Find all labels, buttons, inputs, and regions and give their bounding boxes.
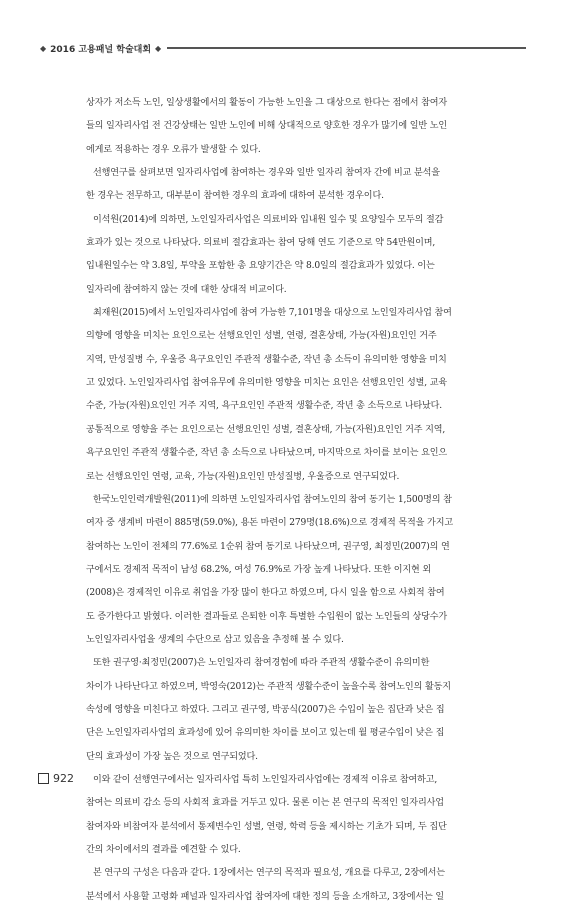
diamond-right-icon: ◆ [155,43,162,53]
text-line: 참여는 의료비 감소 등의 사회적 효과를 거두고 있다. 물론 이는 본 연구의 목적인 일자리사업 [86,798,444,809]
text-line: 지역, 만성질병 수, 우울증 욕구요인인 주관적 생활수준, 작년 총 소득이 유의미한 영향을 미치 [86,354,447,365]
text-line: 에게로 적용하는 경우 오류가 발생할 수 있다. [86,144,261,155]
conference-title: 2016 고용패널 학술대회 [50,44,152,55]
text-line: 수준, 가능(자원)요인인 거주 지역, 욕구요인인 주관적 생활수준, 작년 총 소득으로 나타났다. [86,401,443,412]
text-line: 여자 중 생계비 마련이 885명(59.0%), 용돈 마련이 279명(18.6%)으로 경제적 목적을 가지고 [86,518,453,529]
running-header [40,40,526,56]
text-line: 일자리에 참여하지 않는 것에 대한 상대적 비교이다. [86,284,287,295]
page-number: 922 [53,772,74,785]
text-line: 이석원(2014)에 의하면, 노인일자리사업은 의료비와 입내원 일수 및 요양일수 모두의 절감 [93,214,444,225]
text-line: 참여자와 비참여자 분석에서 통제변수인 성별, 연령, 학력 등을 제시하는 기초가 되며, 두 집단 [86,821,447,832]
text-line: 의향에 영향을 미치는 요인으로는 선행요인인 성별, 연령, 결혼상태, 가능(자원)요인인 거주 [86,331,437,342]
text-line: 구에서도 경제적 목적이 남성 68.2%, 여성 76.9%로 가장 높게 나타났다. 또한 이지현 외 [86,564,432,575]
text-line: 본 연구의 구성은 다음과 같다. 1장에서는 연구의 목적과 필요성, 개요를 다루고, 2장에서는 [93,868,445,879]
text-line: (2008)은 경제적인 이유로 취업을 가장 많이 한다고 하였으며, 다시 일을 함으로 사회적 참여 [86,588,445,599]
text-line: 차이가 나타난다고 하였으며, 박영숙(2012)는 주관적 생활수준이 높을수록 참여노인의 활동지 [86,681,451,692]
text-line: 또한 권구영·최정민(2007)은 노인일자리 참여경험에 따라 주관적 생활수준이 유의미한 [93,658,430,669]
text-line: 최재원(2015)에서 노인일자리사업에 참여 가능한 7,101명을 대상으로 노인일자리사업 참여 [93,308,452,319]
body-text [86,92,516,909]
text-line: 참여하는 노인이 전체의 77.6%로 1순위 참여 동기로 나타났으며, 권구영, 최정민(2007)의 연 [86,541,450,552]
text-line: 공통적으로 영향을 주는 요인으로는 선행요인인 성별, 결혼상태, 가능(자원)요인인 거주 지역, [86,424,446,435]
text-line: 속성에 영향을 미친다고 하였다. 그리고 권구영, 박공식(2007)은 수입이 높은 집단과 낮은 집 [86,704,445,715]
text-line: 들의 일자리사업 전 건강상태는 일반 노인에 비해 상대적으로 양호한 경우가 많기에 일반 노인 [86,121,448,132]
text-line: 노인일자리사업을 생계의 수단으로 삼고 있음을 추정해 볼 수 있다. [86,634,344,645]
text-line: 한국노인인력개발원(2011)에 의하면 노인일자리사업 참여노인의 참여 동기는 1,500명의 참 [93,494,452,505]
text-line: 간의 차이에서의 결과를 예견할 수 있다. [86,845,241,855]
text-line: 한 경우는 전무하고, 대부분이 참여한 경우의 효과에 대하여 분석한 경우이다. [86,191,384,202]
header-rule [167,47,526,49]
text-line: 상자가 저소득 노인, 일상생활에서의 활동이 가능한 노인을 그 대상으로 한다는 점에서 참여자 [86,98,448,108]
text-line: 욕구요인인 주관적 생활수준, 작년 총 소득으로 나타났으며, 마지막으로 차이를 보이는 요인으 [86,448,448,459]
text-line: 이와 같이 선행연구에서는 일자리사업 특히 노인일자리사업에는 경제적 이유로 참여하고, [93,774,438,785]
text-line: 단은 노인일자리사업의 효과성에 있어 유의미한 차이를 보이고 있는데 월 평균수입이 낮은 집 [86,728,445,739]
text-line: 분석에서 사용할 고령화 패널과 일자리사업 참여자에 대한 정의 등을 소개하고, 3장에서는 일 [86,891,445,902]
text-line: 단의 효과성이 가장 높은 것으로 연구되었다. [86,751,258,762]
text-line: 고 있었다. 노인일자리사업 참여유무에 유의미한 영향을 미치는 요인은 선행요인인 성별, 교육 [86,378,448,389]
text-line: 로는 선행요인인 연령, 교육, 가능(자원)요인인 만성질병, 우울증으로 연구되었다. [86,471,400,482]
text-line: 선행연구를 살펴보면 일자리사업에 참여하는 경우와 일반 일자리 참여자 간에 비교 분석을 [93,168,440,179]
text-line: 도 증가한다고 밝혔다. 이러한 결과들로 은퇴한 이후 특별한 수입원이 없는 노인들의 상당수가 [86,611,448,622]
diamond-left-icon: ◆ [40,43,47,53]
page-box-icon [38,773,49,784]
text-line: 입내원일수는 약 3.8일, 투약을 포함한 총 요양기간은 약 8.0일의 절감효과가 있었다. 이는 [86,261,435,272]
text-line: 효과가 있는 것으로 나타났다. 의료비 절감효과는 참여 당해 연도 기준으로 약 54만원이며, [86,238,436,249]
page-footer [38,772,74,785]
